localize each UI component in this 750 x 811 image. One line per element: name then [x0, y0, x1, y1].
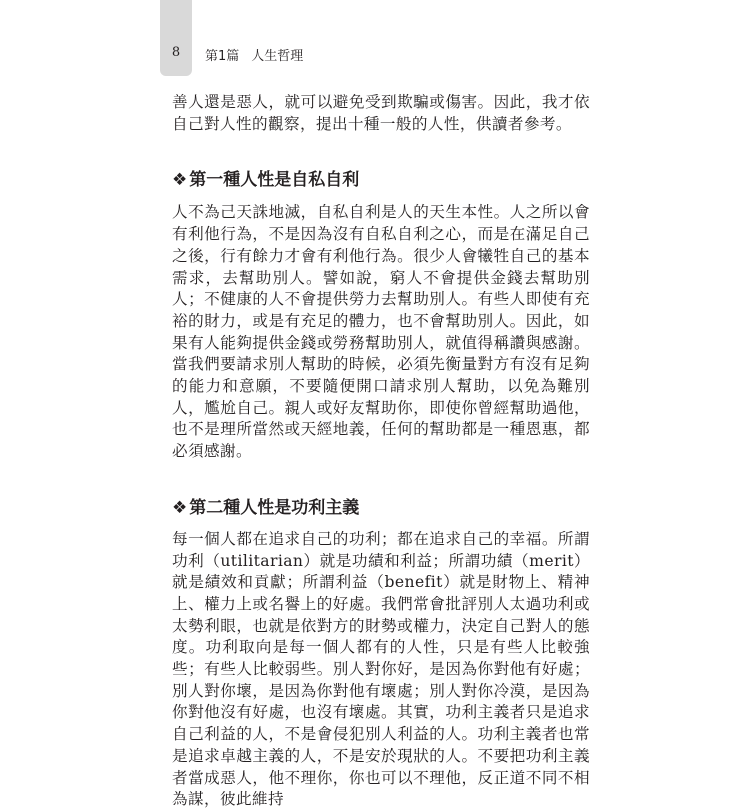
section-heading-2 [172, 497, 590, 519]
section-paragraph-2: 每一個人都在追求自己的功利；都在追求自己的幸福。所謂功利（utilitarian）就是功績和利益；所謂功績（merit）就是績效和貢獻；所謂利益（benefit）就是財物上、精神上、權力上或名譽上的好處。我們常會批評別人太過功利或太勢利眼，也就是依對方的財勢或權力，決定自己對人的態度。功利取向是每一個人都有的人性，只是有些人比較強些；有些人比較弱些。別人對你好，是因為你對他有好處；別人對你壞，是因為你對他有壞處；別人對你冷漠，是因為你對他沒有好處，也沒有壞處。其實，功利主義者只是追求自己利益的人，不是會侵犯別人利益的人。功利主義者也常是追求卓越主義的人，不是安於現狀的人。不要把功利主義者當成惡人，他不理你，你也可以不理他，反正道不同不相為謀，彼此維持 [172, 529, 590, 809]
part-title: 人生哲理 [251, 49, 304, 64]
section-paragraph-1: 人不為己天誅地滅，自私自利是人的天生本性。人之所以會有利他行為，不是因為沒有自私自利之心，而是在滿足自己之後，行有餘力才會有利他行為。很少人會犧牲自己的基本需求，去幫助別人。譬如說，窮人不會提供金錢去幫助別人；不健康的人不會提供勞力去幫助別人。有些人即使有充裕的財力，或是有充足的體力，也不會幫助別人。因此，如果有人能夠提供金錢或勞務幫助別人，就值得稱讚與感謝。當我們要請求別人幫助的時候，必須先衡量對方有沒有足夠的能力和意願，不要隨便開口請求別人幫助，以免為難別人，尷尬自己。親人或好友幫助你，即使你曾經幫助過他，也不是理所當然或天經地義，任何的幫助都是一種恩惠，都必須感謝。 [172, 203, 590, 461]
part-label: 第1篇 [205, 49, 240, 64]
diamond-bullet-icon: ❖ [172, 170, 188, 191]
intro-paragraph: 善人還是惡人，就可以避免受到欺騙或傷害。因此，我才依自己對人性的觀察，提出十種一般的人性，供讀者參考。 [172, 93, 590, 133]
page-number: 8 [171, 45, 181, 60]
section-heading-1 [172, 169, 590, 191]
page-content [172, 92, 590, 811]
section-heading-text: 第一種人性是自私自利 [189, 170, 360, 191]
running-head [205, 45, 303, 64]
section-heading-text: 第二種人性是功利主義 [189, 497, 360, 518]
diamond-bullet-icon: ❖ [172, 497, 188, 518]
page-number-tab [160, 0, 192, 76]
